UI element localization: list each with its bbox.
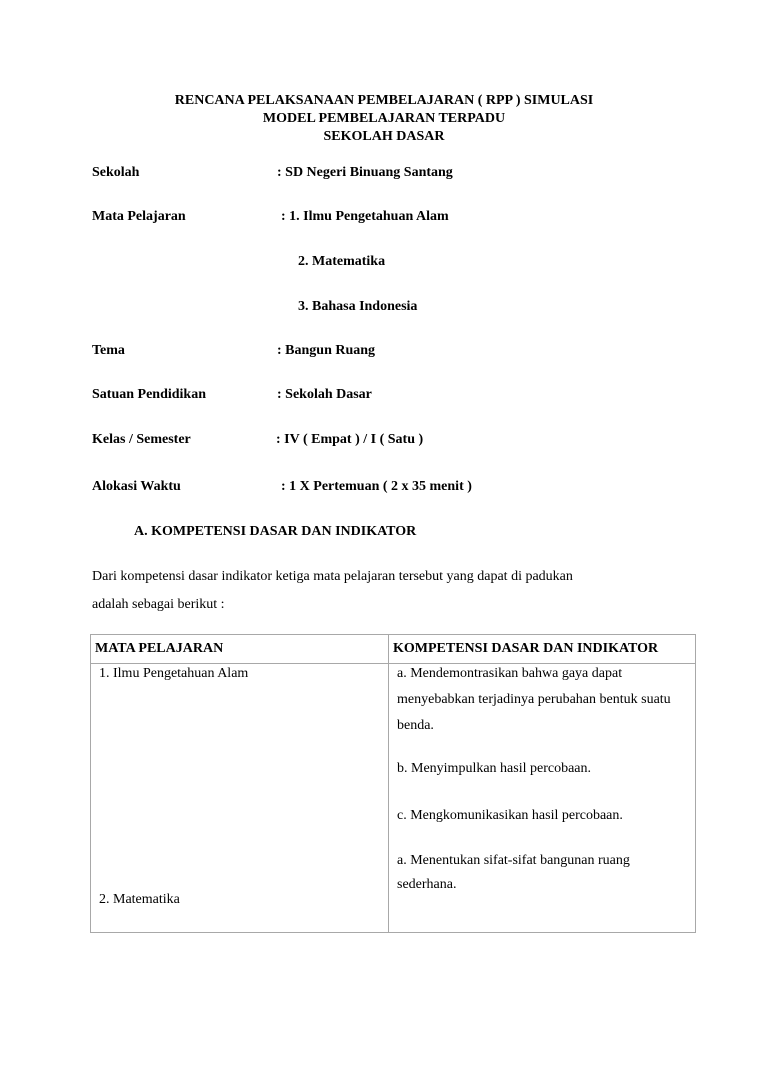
section-a-intro-line-1: Dari kompetensi dasar indikator ketiga mata pelajaran tersebut yang dapat di padukan [92,569,573,584]
ipa-indicator-a-line-1: a. Mendemontrasikan bahwa gaya dapat [397,666,623,681]
table-header-row [91,635,696,664]
competency-table [90,634,696,933]
mtk-indicator-a-line-1: a. Menentukan sifat-sifat bangunan ruang [397,853,630,868]
alokasi-waktu-label: Alokasi Waktu [92,479,181,494]
mtk-indicator-a-line-2: sederhana. [397,877,457,892]
kelas-semester-value: : IV ( Empat ) / I ( Satu ) [276,432,424,447]
tema-value: : Bangun Ruang [277,343,376,358]
doc-title-line-1: RENCANA PELAKSANAAN PEMBELAJARAN ( RPP ) SIMULASI [174,93,594,108]
ipa-indicator-b: b. Menyimpulkan hasil percobaan. [397,761,592,776]
subject-matematika: 2. Matematika [99,892,180,907]
mata-pelajaran-label: Mata Pelajaran [92,209,186,224]
kelas-semester-label: Kelas / Semester [92,432,191,447]
section-a-heading: A. KOMPETENSI DASAR DAN INDIKATOR [134,524,417,539]
ipa-indicator-a-line-3: benda. [397,718,434,733]
sekolah-value: : SD Negeri Binuang Santang [277,165,453,180]
doc-title-line-3: SEKOLAH DASAR [323,129,445,144]
tema-label: Tema [92,343,125,358]
mata-pelajaran-3: 3. Bahasa Indonesia [298,299,418,314]
doc-title-line-2: MODEL PEMBELAJARAN TERPADU [262,111,506,126]
column-header-subject: MATA PELAJARAN [91,635,389,664]
ipa-indicator-a-line-2: menyebabkan terjadinya perubahan bentuk suatu [397,692,671,707]
alokasi-waktu-value: : 1 X Pertemuan ( 2 x 35 menit ) [281,479,472,494]
mata-pelajaran-2: 2. Matematika [298,254,386,269]
competency-cell [389,664,696,933]
subject-cell [91,664,389,933]
column-header-competency: KOMPETENSI DASAR DAN INDIKATOR [389,635,696,664]
subject-ipa: 1. Ilmu Pengetahuan Alam [99,666,249,681]
table-row [91,664,696,933]
ipa-indicator-c: c. Mengkomunikasikan hasil percobaan. [397,808,623,823]
sekolah-label: Sekolah [92,165,140,180]
mata-pelajaran-1: : 1. Ilmu Pengetahuan Alam [281,209,449,224]
section-a-intro-line-2: adalah sebagai berikut : [92,597,225,612]
satuan-pendidikan-value: : Sekolah Dasar [277,387,372,402]
satuan-pendidikan-label: Satuan Pendidikan [92,387,206,402]
